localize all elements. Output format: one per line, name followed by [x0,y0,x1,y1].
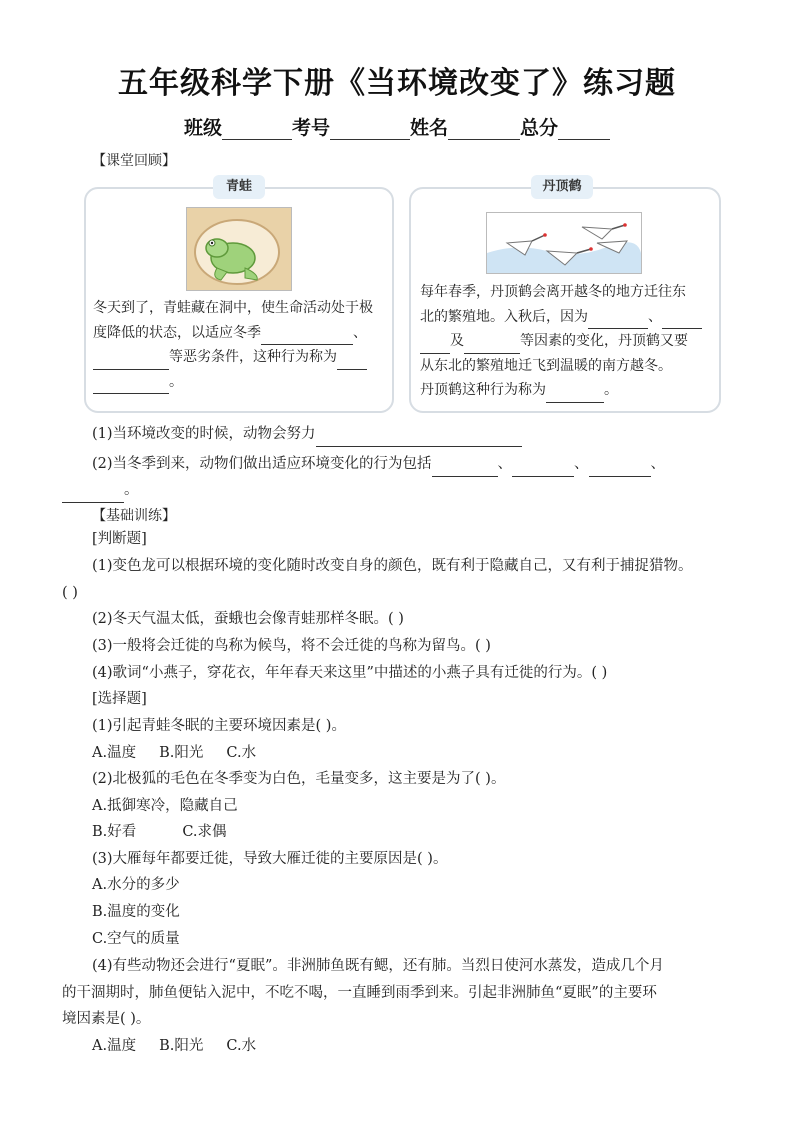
choice-q3-option-c[interactable]: C.空气的质量 [92,931,180,947]
choice-q4-options[interactable]: A.温度 B.阳光 C.水 [92,1038,257,1054]
crane-text-d: 丹顶鹤这种行为称为 [420,382,546,398]
frog-line-3 [93,345,385,370]
frog-blank-3[interactable] [337,353,367,370]
choice-q4-line-3: 境因素是( )。 [62,1011,151,1027]
review-q1-blank[interactable] [316,430,522,447]
frog-tag: 青蛙 [213,175,265,199]
choice-q2-option-a[interactable]: A.抵御寒冷，隐藏自己 [92,798,238,814]
review-q2-blank-3[interactable] [589,460,651,477]
crane-icon [487,213,641,273]
review-q2-sep-3: 、 [650,456,666,472]
frog-line-1: 冬天到了，青蛙藏在洞中，使生命活动处于极 [93,300,373,316]
crane-end: 。 [604,382,618,398]
score-label: 总分 [520,117,559,139]
review-section-label: 【课堂回顾】 [92,153,176,169]
choice-q3-option-b[interactable]: B.温度的变化 [92,904,180,920]
judge-q4: (4)歌词“小燕子，穿花衣，年年春天来这里”中描述的小燕子具有迁徙的行为。( ) [92,665,608,681]
name-label: 姓名 [410,117,449,139]
class-blank[interactable] [222,121,292,140]
crane-image [486,212,642,274]
crane-sep: 、 [648,308,662,325]
frog-sep: 、 [353,324,367,341]
choice-q1: (1)引起青蛙冬眠的主要环境因素是( )。 [92,718,346,734]
frog-card-text [93,296,385,394]
judge-q1: (1)变色龙可以根据环境的变化随时改变自身的颜色，既有利于隐藏自己，又有利于捕捉猎物。 [92,558,693,574]
crane-text-b: 及 [450,333,464,349]
judge-q3: (3)一般将会迁徙的鸟称为候鸟，将不会迁徙的鸟称为留鸟。( ) [92,638,491,654]
page-title: 五年级科学下册《当环境改变了》练习题 [118,66,676,101]
frog-text-b: 等恶劣条件，这种行为称为 [169,349,337,365]
review-question-2-cont [62,477,742,503]
number-blank[interactable] [330,121,410,140]
choice-q3-option-a[interactable]: A.水分的多少 [92,877,180,893]
crane-tag: 丹顶鹤 [531,175,593,199]
crane-line-1: 每年春季，丹顶鹤会离开越冬的地方迁往东 [420,284,686,300]
frog-blank-1[interactable] [261,328,353,345]
choice-q2: (2)北极狐的毛色在冬季变为白色，毛量变多，这主要是为了( )。 [92,771,506,787]
crane-line-5 [420,378,714,403]
crane-text-c: 等因素的变化，丹顶鹤又要 [520,333,688,349]
crane-blank-3[interactable] [420,337,450,354]
crane-blank-5[interactable] [546,386,604,403]
review-q2-text: (2)当冬季到来，动物们做出适应环境变化的行为包括 [92,456,432,472]
crane-blank-2[interactable] [662,312,702,329]
frog-end: 。 [169,373,183,390]
crane-blank-1[interactable] [588,312,648,329]
choice-q1-options[interactable]: A.温度 B.阳光 C.水 [92,745,257,761]
review-q2-sep-2: 、 [574,456,589,472]
review-question-1 [92,421,772,447]
review-q2-end: 。 [124,482,139,498]
number-label: 考号 [291,117,330,139]
crane-line-3 [420,329,714,354]
frog-text-a: 度降低的状态，以适应冬季 [93,324,261,341]
frog-icon [187,208,291,290]
choice-label: [选择题] [92,691,147,707]
frog-blank-4[interactable] [93,377,169,394]
choice-q3: (3)大雁每年都要迁徙，导致大雁迁徙的主要原因是( )。 [92,851,448,867]
crane-blank-4[interactable] [464,337,520,354]
crane-text-a: 北的繁殖地。入秋后，因为 [420,308,588,325]
review-q1-text: (1)当环境改变的时候，动物会努力 [92,426,316,442]
crane-line-2 [420,305,714,330]
review-q2-blank-4[interactable] [62,486,124,503]
review-question-2 [92,451,772,477]
review-q2-blank-1[interactable] [432,460,498,477]
score-blank[interactable] [558,121,610,140]
frog-blank-2[interactable] [93,353,169,370]
choice-q2-options-bc[interactable]: B.好看 C.求偶 [92,824,227,840]
crane-card-text [420,280,714,403]
choice-q4-line-2: 的干涸期时，肺鱼便钻入泥中，不吃不喝，一直睡到雨季到来。引起非洲肺鱼“夏眠”的主要环 [62,985,657,1001]
judge-label: [判断题] [92,531,147,547]
name-blank[interactable] [448,121,520,140]
review-q2-sep-1: 、 [497,456,513,472]
class-label: 班级 [183,117,222,139]
student-info-line [0,113,794,140]
frog-line-4 [93,370,385,395]
frog-image [186,207,292,291]
training-section-label: 【基础训练】 [92,508,176,524]
review-q2-blank-2[interactable] [512,460,574,477]
frog-line-2 [93,321,385,346]
judge-q2: (2)冬天气温太低，蚕蛾也会像青蛙那样冬眠。( ) [92,611,404,627]
judge-q1-paren[interactable]: ( ) [62,585,78,601]
choice-q4-line-1: (4)有些动物还会进行“夏眠”。非洲肺鱼既有鳃，还有肺。当烈日使河水蒸发，造成几个月 [92,958,664,974]
crane-line-4: 从东北的繁殖地迁飞到温暖的南方越冬。 [420,357,672,374]
